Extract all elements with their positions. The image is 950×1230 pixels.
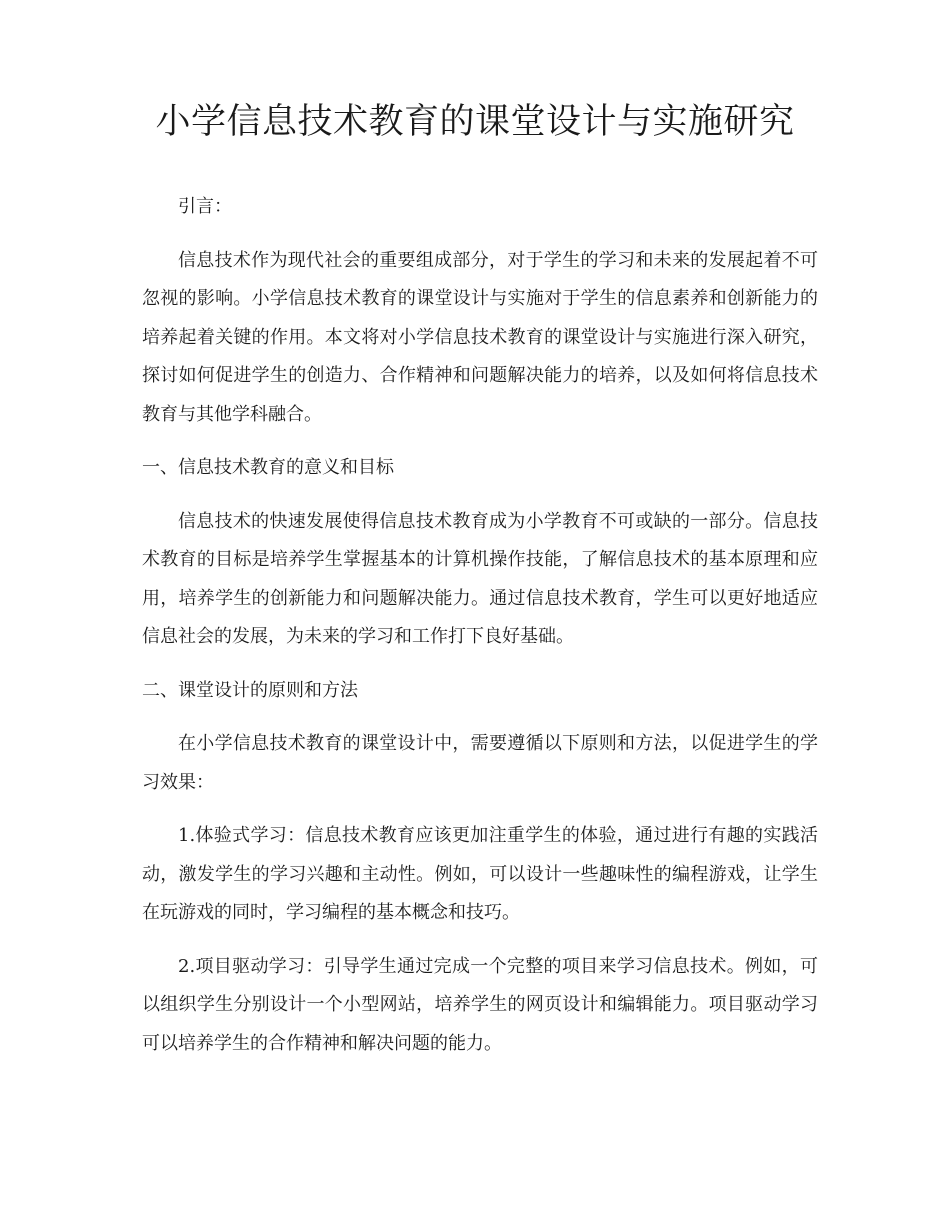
section-2-paragraph: 在小学信息技术教育的课堂设计中，需要遵循以下原则和方法，以促进学生的学习效果： [142, 733, 818, 793]
section-1-heading: 一、信息技术教育的意义和目标 [142, 457, 394, 478]
list-item-2: 2.项目驱动学习：引导学生通过完成一个完整的项目来学习信息技术。例如，可以组织学生分别设计一个小型网站，培养学生的网页设计和编辑能力。项目驱动学习可以培养学生的合作精神和解决问题的能力。 [142, 955, 818, 1054]
section-2-heading: 二、课堂设计的原则和方法 [142, 679, 358, 701]
document-title: 小学信息技术教育的课堂设计与实施研究 [155, 102, 795, 142]
intro-label: 引言： [178, 196, 232, 217]
intro-paragraph: 信息技术作为现代社会的重要组成部分，对于学生的学习和未来的发展起着不可忽视的影响。小学信息技术教育的课堂设计与实施对于学生的信息素养和创新能力的培养起着关键的作用。本文将对小学信息技术教育的课堂设计与实施进行深入研究，探讨如何促进学生的创造力、合作精神和问题解决能力的培养，以及如何将信息技术教育与其他学科融合。 [142, 249, 818, 425]
list-item-1: 1.体验式学习：信息技术教育应该更加注重学生的体验，通过进行有趣的实践活动，激发学生的学习兴趣和主动性。例如，可以设计一些趣味性的编程游戏，让学生在玩游戏的同时，学习编程的基本概念和技巧。 [142, 825, 818, 923]
document-body [142, 188, 818, 1063]
section-1-paragraph: 信息技术的快速发展使得信息技术教育成为小学教育不可或缺的一部分。信息技术教育的目标是培养学生掌握基本的计算机操作技能，了解信息技术的基本原理和应用，培养学生的创新能力和问题解决能力。通过信息技术教育，学生可以更好地适应信息社会的发展，为未来的学习和工作打下良好基础。 [142, 510, 818, 647]
